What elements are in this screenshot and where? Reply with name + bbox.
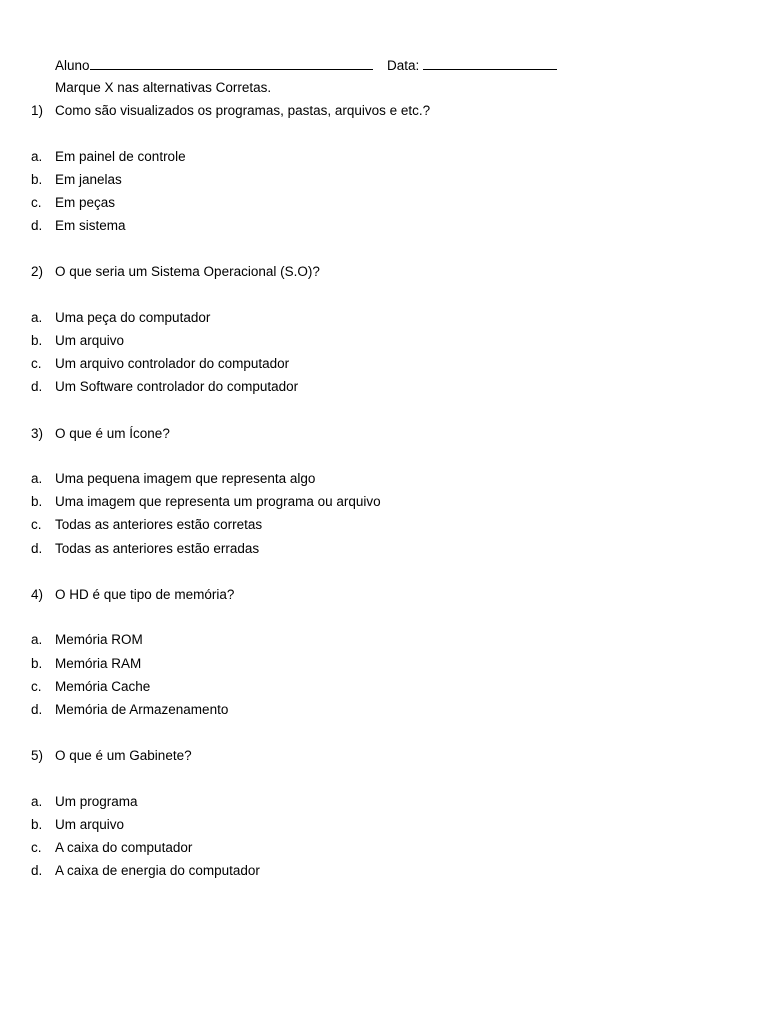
option-letter: c.: [31, 679, 42, 694]
option-letter: c.: [31, 840, 42, 855]
option-letter: b.: [31, 333, 43, 348]
question-1: [0, 102, 768, 120]
option-letter: d.: [31, 541, 43, 556]
question-3: [0, 425, 768, 443]
date-line: [387, 56, 557, 74]
option-text: Todas as anteriores estão erradas: [55, 541, 260, 556]
option-text: Em painel de controle: [55, 149, 186, 164]
option-3d[interactable]: [0, 540, 768, 558]
option-text: Uma peça do computador: [55, 310, 211, 325]
option-1b[interactable]: [0, 171, 768, 189]
option-letter: a.: [31, 310, 43, 325]
question-text: O HD é que tipo de memória?: [55, 587, 235, 602]
option-letter: b.: [31, 817, 43, 832]
question-text: O que é um Ícone?: [55, 426, 170, 441]
question-5: [0, 747, 768, 765]
option-text: Todas as anteriores estão corretas: [55, 517, 263, 532]
option-1c[interactable]: [0, 194, 768, 212]
option-4a[interactable]: [0, 631, 768, 649]
option-letter: c.: [31, 195, 42, 210]
question-number: 4): [31, 587, 44, 602]
option-5b[interactable]: [0, 816, 768, 834]
option-letter: d.: [31, 379, 43, 394]
option-text: Um arquivo: [55, 817, 125, 832]
option-2b[interactable]: [0, 332, 768, 350]
option-2a[interactable]: [0, 309, 768, 327]
option-3a[interactable]: [0, 470, 768, 488]
option-3c[interactable]: [0, 516, 768, 534]
option-letter: c.: [31, 356, 42, 371]
option-text: Um arquivo controlador do computador: [55, 356, 290, 371]
student-name-field[interactable]: [90, 56, 373, 70]
option-1d[interactable]: [0, 217, 768, 235]
option-text: Em sistema: [55, 218, 126, 233]
option-text: Memória RAM: [55, 656, 142, 671]
question-number: 1): [31, 103, 44, 118]
option-text: Em janelas: [55, 172, 122, 187]
option-text: Uma pequena imagem que representa algo: [55, 471, 316, 486]
option-text: Memória de Armazenamento: [55, 702, 229, 717]
question-number: 2): [31, 264, 44, 279]
option-letter: a.: [31, 149, 43, 164]
option-text: Em peças: [55, 195, 116, 210]
student-label: Aluno: [55, 58, 90, 73]
question-number: 3): [31, 426, 44, 441]
option-letter: b.: [31, 494, 43, 509]
date-field[interactable]: [423, 56, 557, 70]
question-text: O que é um Gabinete?: [55, 748, 192, 763]
option-5d[interactable]: [0, 862, 768, 880]
option-2d[interactable]: [0, 378, 768, 396]
option-text: Um Software controlador do computador: [55, 379, 299, 394]
option-text: Memória Cache: [55, 679, 151, 694]
option-2c[interactable]: [0, 355, 768, 373]
option-letter: b.: [31, 656, 43, 671]
question-4: [0, 586, 768, 604]
option-4b[interactable]: [0, 655, 768, 673]
option-text: Memória ROM: [55, 632, 143, 647]
question-text: Como são visualizados os programas, pastas, arquivos e etc.?: [55, 103, 431, 118]
option-letter: b.: [31, 172, 43, 187]
option-5c[interactable]: [0, 839, 768, 857]
option-letter: a.: [31, 794, 43, 809]
option-text: Um arquivo: [55, 333, 125, 348]
option-text: A caixa do computador: [55, 840, 193, 855]
option-letter: c.: [31, 517, 42, 532]
option-4c[interactable]: [0, 678, 768, 696]
question-text: O que seria um Sistema Operacional (S.O)?: [55, 264, 320, 279]
option-text: Um programa: [55, 794, 138, 809]
option-5a[interactable]: [0, 793, 768, 811]
option-text: A caixa de energia do computador: [55, 863, 260, 878]
option-letter: d.: [31, 702, 43, 717]
option-text: Uma imagem que representa um programa ou arquivo: [55, 494, 381, 509]
option-letter: a.: [31, 471, 43, 486]
question-2: [0, 263, 768, 281]
student-line: [55, 56, 373, 74]
option-letter: a.: [31, 632, 43, 647]
option-3b[interactable]: [0, 493, 768, 511]
question-number: 5): [31, 748, 44, 763]
option-letter: d.: [31, 218, 43, 233]
option-letter: d.: [31, 863, 43, 878]
option-1a[interactable]: [0, 148, 768, 166]
instruction: Marque X nas alternativas Corretas.: [55, 80, 272, 95]
option-4d[interactable]: [0, 701, 768, 719]
date-label: Data:: [387, 58, 420, 73]
